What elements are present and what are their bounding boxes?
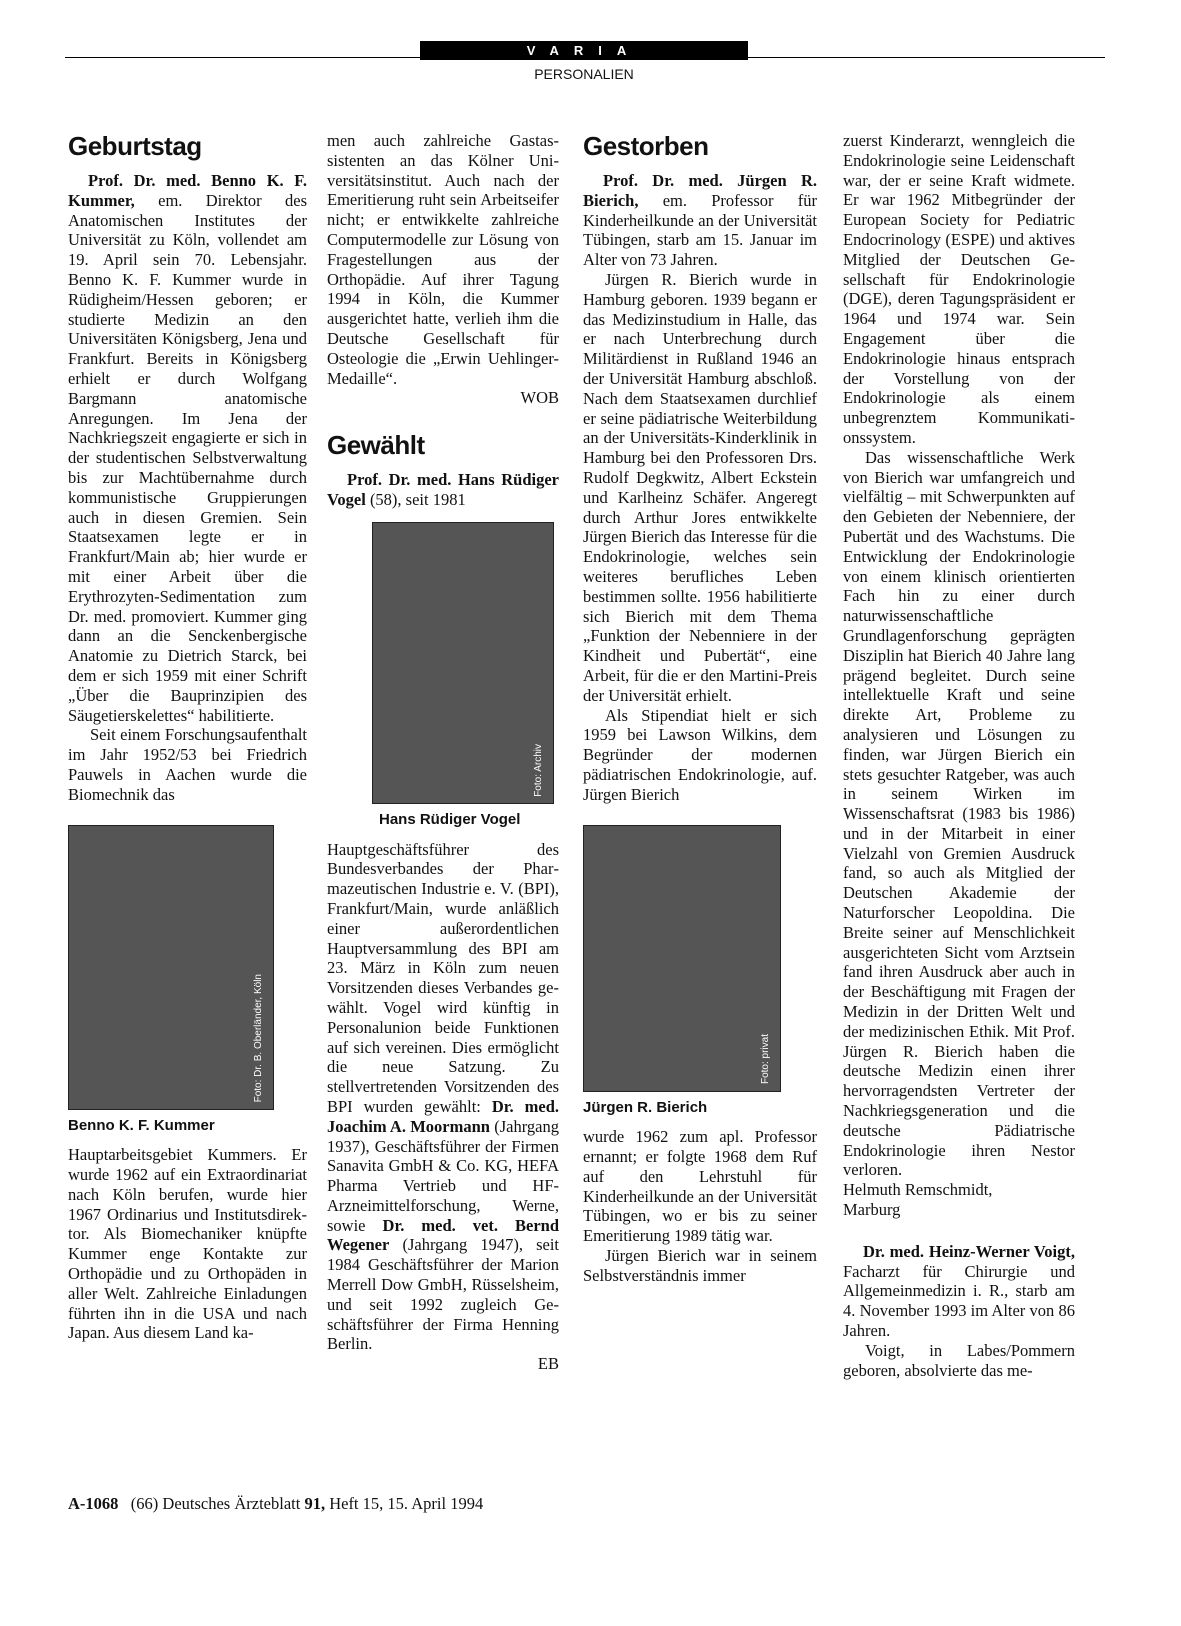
portrait-photo-bierich [583, 825, 781, 1092]
paragraph-text: (Jahrgang 1937), Geschäftsführer der Firmen Sanavita GmbH & Co. KG, HEFA Pharma Vertrieb und HF-Arzneimittelforschung, Werne, sowie [327, 1116, 559, 1235]
paragraph: Voigt, in Labes/Pommern geboren, absolvierte das me- [843, 1340, 1075, 1380]
heading-gestorben: Gestorben [583, 131, 709, 161]
portrait-photo-kummer [68, 825, 274, 1110]
paragraph: Das wissenschaftliche Werk von Bierich war umfangreich und vielfältig – mit Schwerpunkten auf den Gebieten der Nebenniere, der Pubertät und des Wachstums. Die Entwicklung der Endokrinologie von einem klinisch orientierten Fach hin zu einer durch naturwissenschaftliche Grundlagenforschung geprägten Disziplin hat Bierich 40 Jahre lang prägend begleitet. Durch seine intellektuelle Kraft und seine direkte Art, Probleme zu analysieren und Lösungen zu finden, war Jürgen Bierich ein stets gesuchter Ratgeber, was auch in seinem Wirken im Wissenschaftsrat (1983 bis 1986) und in der Mitarbeit in einer Vielzahl von Gremien Ausdruck fand, so auch als Mitglied der Deutschen Akademie der Naturforscher Leopoldina. Die Breite seiner auf Menschlichkeit ausgerichteten Sicht vom Arztsein fand ihren Ausdruck aber auch in der Beschäftigung mit Fragen der Medizin in der Dritten Welt und der medizinischen Ethik. Mit Prof. Jürgen R. Bierich haben die deutsche Medizin einen ihrer hervorragendsten Vertreter der Nachkriegsgeneration und die deutsche Pädiatrische Endokrinologie ihren Nestor verloren. [843, 447, 1075, 1180]
column-2 [327, 131, 559, 1374]
photo-caption: Hans Rüdiger Vogel [379, 810, 521, 828]
paragraph: Seit einem Forschungsaufenthalt im Jahr 1952/53 bei Friedrich Pauwels in Aachen wurde die Biomechnik das [68, 725, 307, 804]
section-label: VARIA [420, 41, 748, 60]
paragraph-text: (58), seit 1981 [369, 489, 466, 509]
person-name: Dr. med. Joachim A. Moormann [327, 1096, 559, 1136]
page-number: A-1068 [68, 1494, 119, 1513]
paragraph: men auch zahlreiche Gastassistenten an das Kölner Universitätsinstitut. Auch nach der Emeritierung ruht sein Arbeitseifer nicht; er entwikkelte zahlreiche Computermodelle zur Lösung von Fragestellungen aus der Orthopädie. Auf ihrer Tagung 1994 in Köln, die Kummer ausgerichtet hatte, verlieh ihm die Deutsche Gesellschaft für Osteologie die „Erwin Uehlinger-Medaille“. [327, 131, 559, 388]
paragraph [583, 171, 817, 270]
author-signature: EB [537, 1354, 559, 1374]
column-4 [843, 131, 1075, 1380]
issue-date: Heft 15, 15. April 1994 [329, 1494, 484, 1513]
paragraph [327, 470, 559, 510]
paragraph [843, 1242, 1075, 1341]
paragraph-text: em. Direktor des Anatomischen Institutes der Universität zu Köln, vollendet am 19. April sein 70. Lebensjahr. Benno K. F. Kummer wurde in Rüdigheim/Hessen geboren; er studierte Medizin an den Universitäten Königsberg, Jena und Frankfurt. Bereits in Königsberg erhielt er durch Wolfgang Bargmann anatomische Anregungen. Im Jena der Nachkriegszeit engagierte er sich in der studentischen Selbstverwaltung bis zur Machtübernahme durch kommunistische Gruppierungen auch in diesen Gremien. Sein Staatsexamen legte er in Frankfurt/Main ab; hier wurde er mit einer Arbeit über die Erythrozyten-Sedimentation zum Dr. med. promoviert. Kummer ging dann an die Senckenbergische Anatomie zu Dietrich Starck, bei dem er sich 1959 mit einer Schrift „Über die Bauprinzipien des Säugetierskelettes“ habilitierte. [68, 190, 307, 725]
paragraph: zuerst Kinderarzt, wenngleich die Endokrinologie seine Leidenschaft war, der er seine Kraft widmete. Er war 1962 Mitbegründer der European Society for Pediatric Endocrinology (ESPE) und aktives Mitglied der Deutschen Gesellschaft für Endokrinologie (DGE), deren Tagungspräsident er 1964 und 1974 war. Sein Engagement über die Endokrinologie hinaus entsprach der Vorstellung von der Endokrinologie als einem unbegrenztem Kommunikationssystem. [843, 131, 1075, 447]
column-3 [583, 131, 817, 1286]
photo-caption: Benno K. F. Kummer [68, 1116, 215, 1134]
photo-credit: Foto: Dr. B. Oberländer, Köln [253, 974, 265, 1103]
photo-credit: Foto: privat [760, 1034, 772, 1085]
paragraph: Hauptarbeitsgebiet Kummers. Er wurde 1962 auf ein Extraordinariat nach Köln berufen, wurde hier 1967 Ordinarius und Institutsdirektor. Als Biomechaniker knüpfte Kummer enge Kontakte zur Orthopädie und zu Orthopäden in aller Welt. Zahlreiche Einladungen führten ihn in die USA und nach Japan. Aus diesem Land ka- [68, 1145, 307, 1343]
paragraph-text: Hauptgeschäftsführer des Bundesverbandes der Pharmazeutischen Industrie e. V. (BPI), Frankfurt/Main, wurde anläßlich einer außerordentlichen Hauptversammlung des BPI am 23. März in Köln zum neuen Vorsitzenden dieses Verbandes gewählt. Vogel wird künftig in Personalunion beide Funktionen auf sich vereinen. Dies ermöglicht die neue Satzung. Zu stellvertretenden Vorsitzenden des BPI wurden gewählt: [327, 839, 559, 1116]
photo-credit: Foto: Archiv [533, 743, 545, 797]
photo-caption: Jürgen R. Bierich [583, 1098, 708, 1116]
author-name: Helmuth Remschmidt, [843, 1180, 993, 1200]
journal-name: (66) Deutsches Ärzteblatt [130, 1494, 301, 1513]
person-name: Prof. Dr. med. Hans Rüdiger Vogel [327, 470, 559, 509]
paragraph [68, 171, 307, 725]
rubric-label: PERSONALIEN [534, 66, 634, 82]
column-1 [68, 131, 307, 1343]
paragraph: wurde 1962 zum apl. Professor ernannt; er folgte 1968 dem Ruf auf den Lehrstuhl für Kinderheilkunde an der Universität Tübingen, wo er bis zu seiner Emeritierung 1989 tätig war. [583, 1127, 817, 1246]
author-signature: WOB [520, 388, 559, 408]
paragraph-text: Facharzt für Chirurgie und Allgemeinmedizin i. R., starb am 4. November 1993 im Alter von 86 Jahren. [843, 1261, 1075, 1341]
author-city: Marburg [843, 1200, 901, 1220]
person-name: Prof. Dr. med. Jürgen R. Bierich, [583, 171, 817, 210]
person-name: Dr. med. Heinz-Werner Voigt, [863, 1241, 1075, 1261]
person-name: Prof. Dr. med. Benno K. F. Kummer, [68, 171, 307, 210]
paragraph: Jürgen Bierich war in seinem Selbstverständnis immer [583, 1246, 817, 1285]
person-name: Dr. med. vet. Bernd Wegener [327, 1215, 560, 1255]
heading-gewaehlt: Gewählt [327, 430, 425, 461]
heading-geburtstag: Geburtstag [68, 131, 202, 161]
paragraph: Jürgen R. Bierich wurde in Hamburg geboren. 1939 begann er das Medizinstudium in Halle, das er nach Unterbrechung durch Militärdienst in Rußland 1946 an der Universität Hamburg abschloß. Nach dem Staatsexamen durchlief er seine pädiatrische Weiterbildung an der Universitäts-Kinderklinik in Hamburg bei den Professoren Drs. Rudolf Degkwitz, Albert Eckstein und Karlheinz Schäfer. Angeregt durch Arthur Jores entwikkelte Jürgen Bierich das Interesse für die Endokrinologie, welches sein weiteres berufliches Leben bestimmen sollte. 1956 habilitierte sich Bierich mit dem Thema „Funktion der Nebenniere in der Kindheit und Pubertät“, eine Arbeit, für die er den Martini-Preis der Universität erhielt. [583, 269, 817, 705]
paragraph-text: (Jahrgang 1947), seit 1984 Geschäftsführer der Marion Merrell Dow GmbH, Rüsselsheim, und seit 1992 zugleich Geschäftsführer der Firma Henning Berlin. [327, 1235, 560, 1354]
paragraph [327, 840, 559, 1355]
portrait-photo-vogel [372, 522, 554, 804]
paragraph: Als Stipendiat hielt er sich 1959 bei Lawson Wilkins, dem Begründer der modernen pädiatrischen Endokrinologie, auf. Jürgen Bierich [583, 705, 817, 804]
paragraph-text: em. Professor für Kinderheilkunde an der Universität Tübingen, starb am 15. Januar im Alter von 73 Jahren. [583, 190, 817, 270]
volume-number: 91, [304, 1494, 326, 1513]
page-footer [68, 1494, 483, 1514]
